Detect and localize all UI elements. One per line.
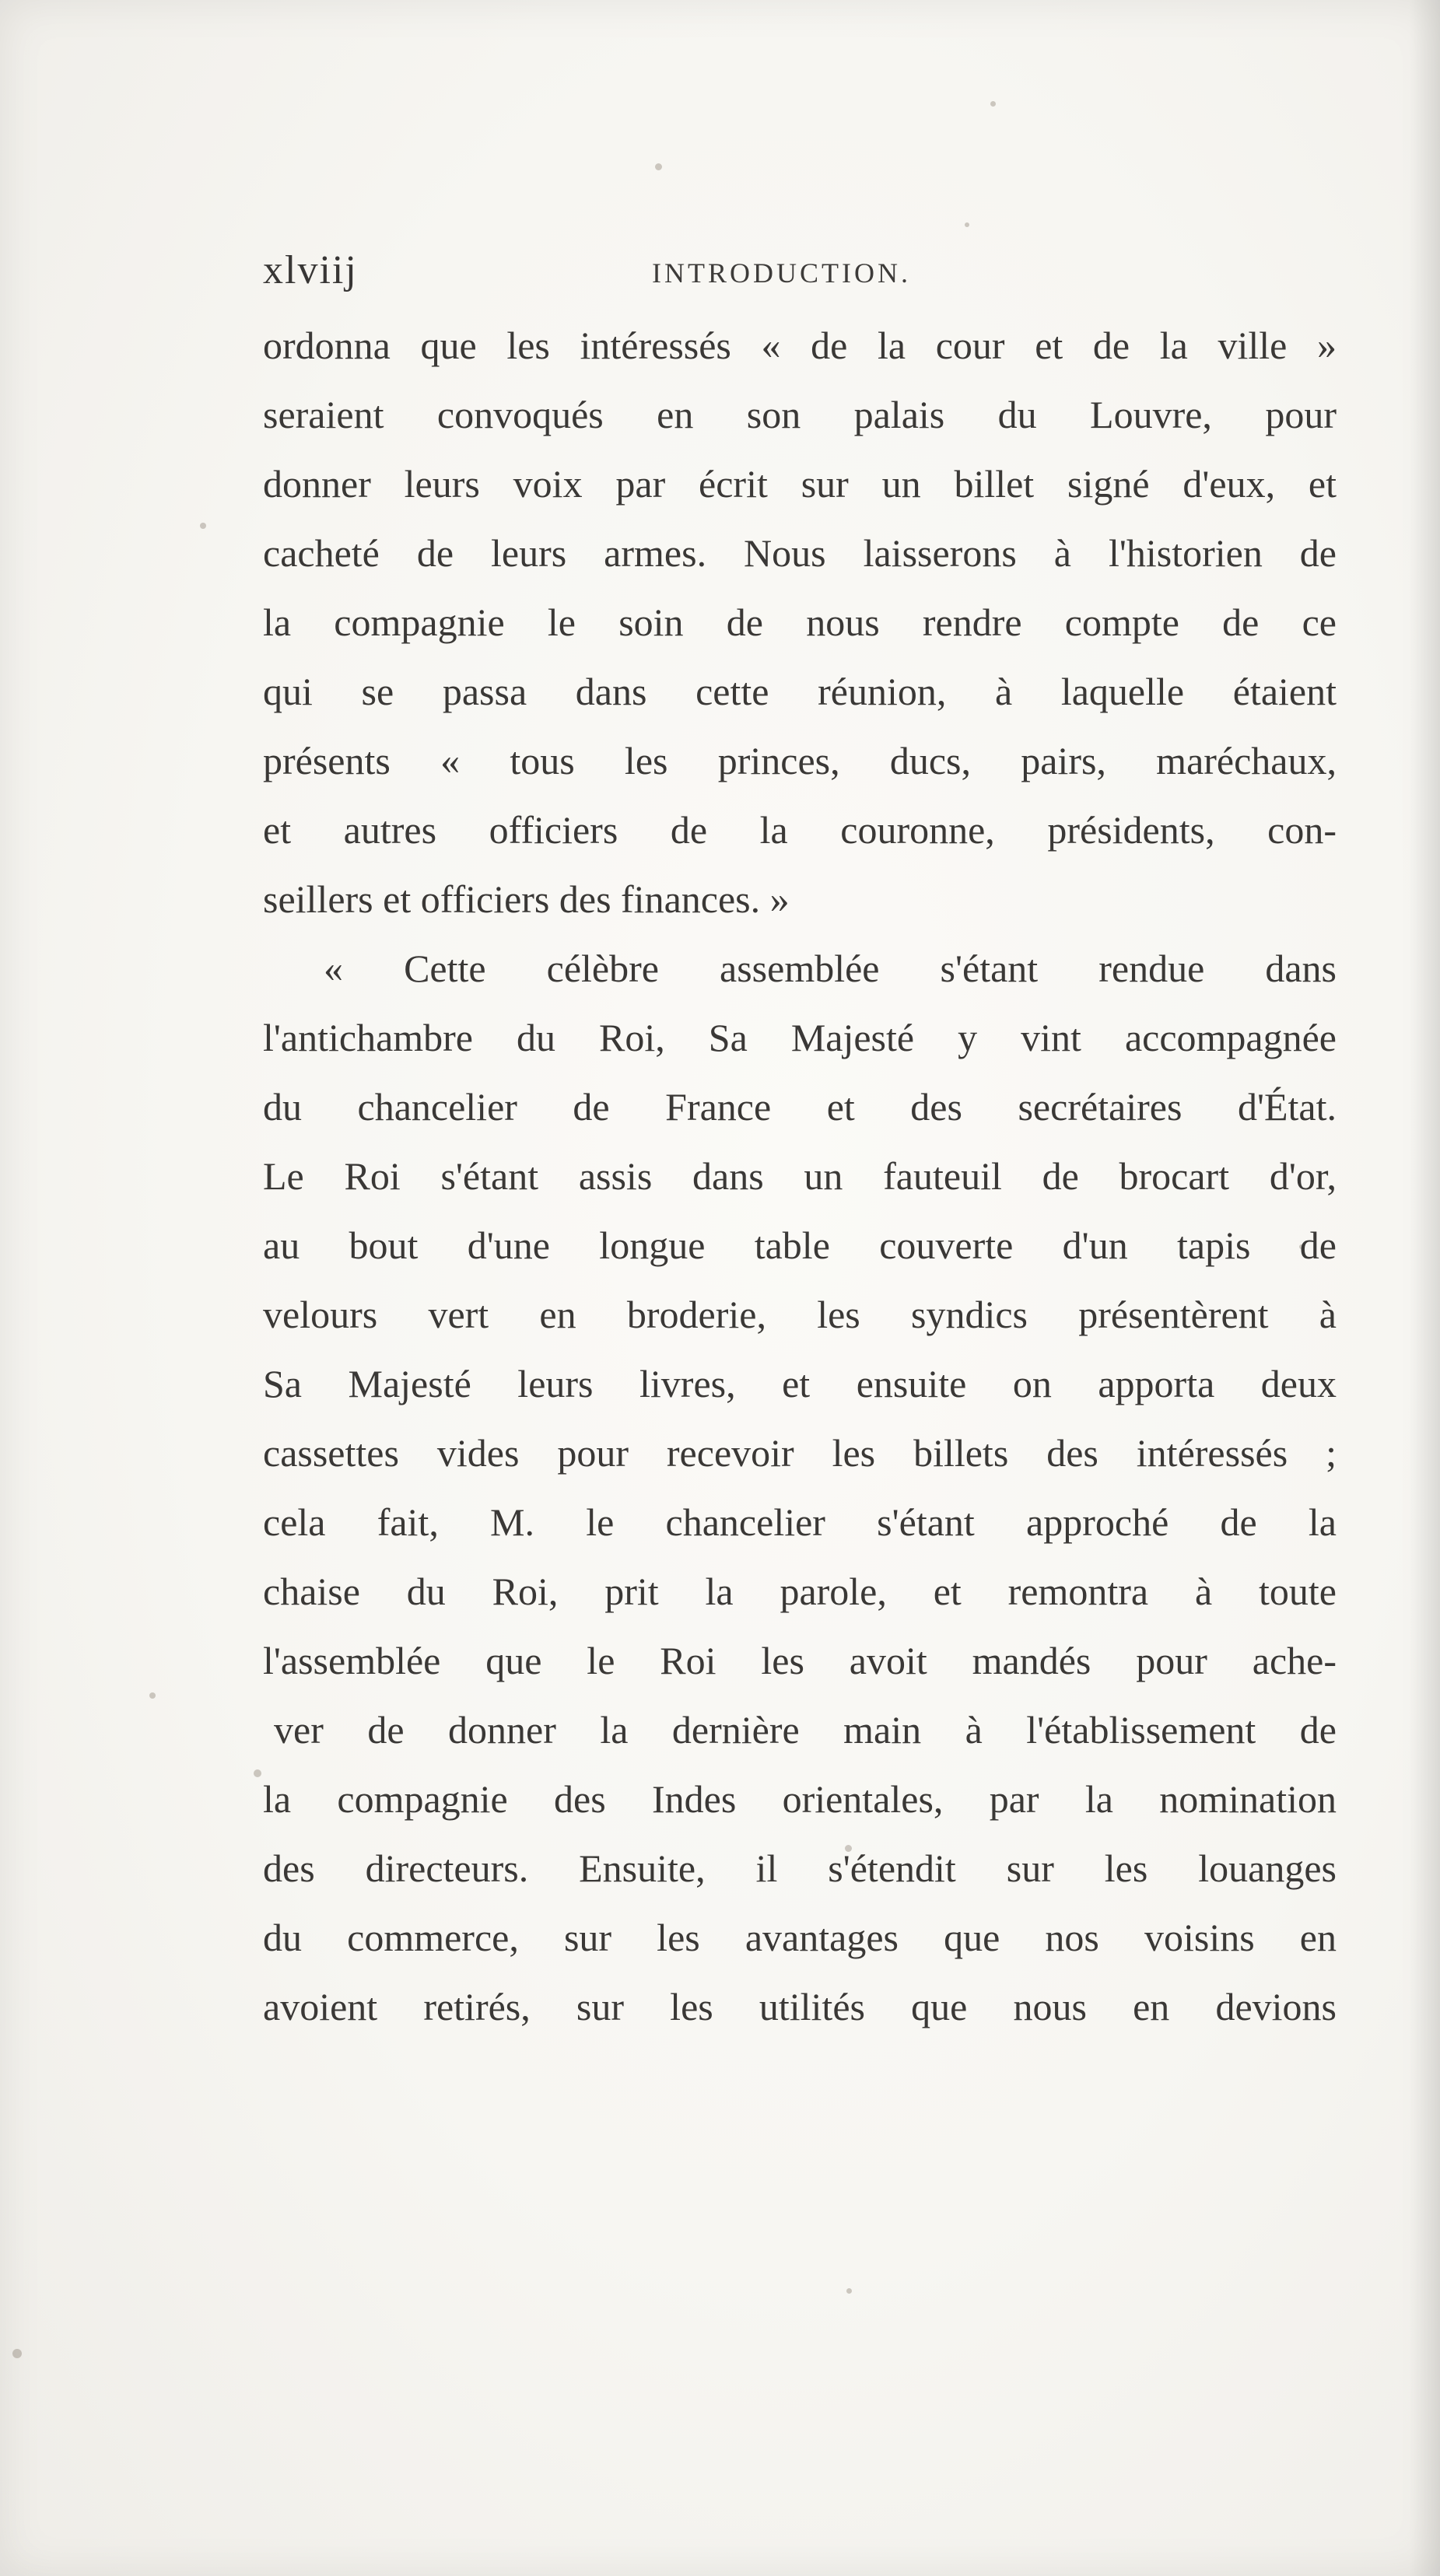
text-line: la compagnie le soin de nous rendre compte de ce [263, 600, 1337, 644]
text-line: ordonna que les intéressés « de la cour et de la ville » [263, 324, 1337, 367]
text-line: qui se passa dans cette réunion, à laquelle étaient [263, 670, 1337, 713]
text-line: Sa Majesté leurs livres, et ensuite on apporta deux [263, 1362, 1337, 1405]
text-line: et autres officiers de la couronne, présidents, con- [263, 808, 1337, 852]
text-line: des directeurs. Ensuite, il s'étendit sur les louanges [263, 1846, 1337, 1890]
text-line: seillers et officiers des finances. » [263, 877, 790, 921]
body-text [263, 311, 1337, 2042]
text-line: Le Roi s'étant assis dans un fauteuil de brocart d'or, [263, 1154, 1337, 1198]
text-line: présents « tous les princes, ducs, pairs, maréchaux, [263, 739, 1337, 782]
text-line: chaise du Roi, prit la parole, et remontra à toute [263, 1570, 1337, 1613]
text-line: l'assemblée que le Roi les avoit mandés pour ache- [263, 1639, 1337, 1682]
text-line: cela fait, M. le chancelier s'étant approché de la [263, 1500, 1337, 1544]
text-line: du commerce, sur les avantages que nos voisins en [263, 1916, 1337, 1959]
running-head: INTRODUCTION. [652, 257, 911, 289]
text-line: la compagnie des Indes orientales, par la nomination [263, 1777, 1337, 1821]
text-line: « Cette célèbre assemblée s'étant rendue dans [324, 947, 1337, 990]
page-header [263, 247, 1337, 294]
text-line: l'antichambre du Roi, Sa Majesté y vint accompagnée [263, 1016, 1337, 1059]
text-line: velours vert en broderie, les syndics présentèrent à [263, 1293, 1337, 1336]
text-line: donner leurs voix par écrit sur un billet signé d'eux, et [263, 462, 1337, 506]
text-line: avoient retirés, sur les utilités que nous en devions [263, 1985, 1337, 2028]
text-line: cacheté de leurs armes. Nous laisserons à l'historien de [263, 531, 1337, 575]
text-line: seraient convoqués en son palais du Louvre, pour [263, 393, 1337, 436]
text-line: au bout d'une longue table couverte d'un tapis de [263, 1223, 1337, 1267]
text-line: du chancelier de France et des secrétaires d'État. [263, 1085, 1337, 1129]
text-line: ver de donner la dernière main à l'établissement de [274, 1708, 1337, 1752]
page-number: xlviij [263, 248, 358, 292]
page-edge-shadow [1409, 0, 1440, 2576]
text-line: cassettes vides pour recevoir les billets des intéressés ; [263, 1431, 1337, 1475]
